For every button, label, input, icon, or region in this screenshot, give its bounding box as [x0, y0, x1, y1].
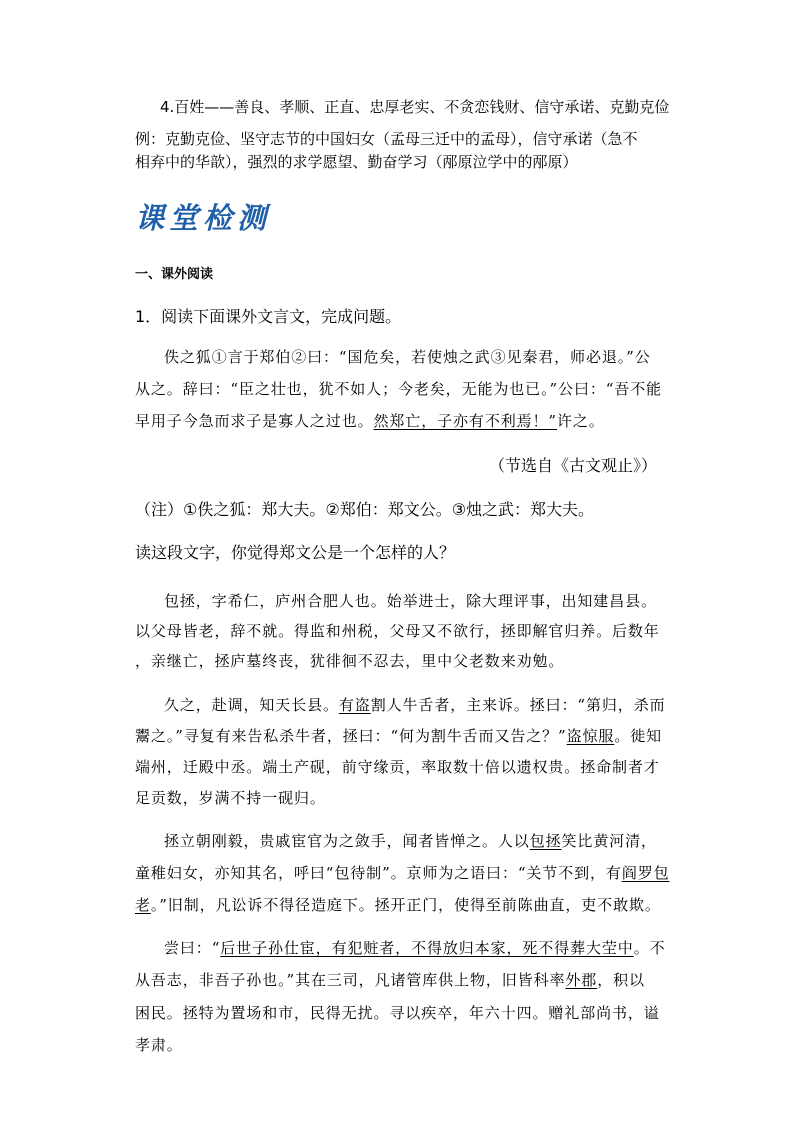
- passage2-p4-line2: [135, 969, 645, 990]
- passage1-line3-text-a: 早用子今急而求子是寡人之过也。: [135, 412, 374, 430]
- underlined-dao-jing-fu: 盗惊服: [566, 727, 615, 745]
- passage2-p2-line3: 端州，迁殿中丞。端土产砚，前守缘贡，率取数十倍以遗权贵。拯命制者才: [135, 758, 660, 776]
- p2-line1-text-a: 久之，赴调，知天长县。: [164, 696, 339, 714]
- passage1-line1: 佚之狐①言于郑伯②曰：“国危矣，若使烛之武③见秦君，师必退。”公: [164, 348, 651, 366]
- passage2-p1-line1: 包拯，字希仁，庐州合肥人也。始举进士，除大理评事，出知建昌县。: [164, 592, 657, 610]
- passage1-note: （注）①佚之狐：郑大夫。②郑伯：郑文公。③烛之武：郑大夫。: [135, 500, 595, 519]
- underlined-descendants-sentence: 后世子孙仕宦，有犯赃者，不得放归本家，死不得葬大茔中: [220, 939, 634, 957]
- p2-line1-text-b: 割人牛舌者，主来诉。拯曰：“第归，杀而: [370, 696, 666, 714]
- passage2-p3-line3: [135, 894, 661, 915]
- passage2-p4-line4: 孝肃。: [135, 1036, 183, 1054]
- part1-title: 一、课外阅读: [135, 267, 214, 282]
- passage1-line2: 从之。辞曰：“臣之壮也，犹不如人；今老矣，无能为也已。”公曰：“吾不能: [135, 380, 663, 398]
- section4-line1: 4.百姓——善良、孝顺、正直、忠厚老实、不贪恋钱财、信守承诺、克勤克俭: [160, 98, 670, 116]
- section-heading: 课堂检测: [135, 201, 272, 235]
- p4-line2-text-b: ，积以: [597, 971, 645, 989]
- passage2-p4-line3: 困民。拯特为置场和市，民得无扰。寻以疾卒，年六十四。赠礼部尚书，谥: [135, 1004, 660, 1022]
- p2-line2-text-b: 。徙知: [614, 727, 663, 745]
- passage2-p4-line1: [164, 937, 666, 958]
- section4-line2: 例：克勤克俭、坚守志节的中国妇女（孟母三迁中的孟母），信守承诺（急不: [135, 130, 638, 148]
- underlined-you-dao: 有盗: [338, 696, 371, 714]
- passage2-p1-line2: 以父母皆老，辞不就。得监和州税，父母又不欲行，拯即解官归养。后数年: [135, 622, 660, 640]
- passage1-source: （节选自《古文观止》）: [489, 456, 658, 475]
- passage2-p3-line1: [164, 830, 657, 851]
- passage2-p2-line1: [164, 694, 666, 715]
- passage1-underlined-sentence: 然郑亡，子亦有不利焉！”: [373, 412, 557, 430]
- p3-line1-text-a: 拯立朝刚毅，贵戚宦官为之敛手，闻者皆惮之。人以: [164, 832, 530, 850]
- passage2-p1-line3: ，亲继亡，拯庐墓终丧，犹徘徊不忍去，里中父老数来劝勉。: [135, 652, 565, 670]
- p4-line2-text-a: 从吾志，非吾子孙也。”其在三司，凡诸管库供上物，旧皆科率: [135, 971, 566, 989]
- passage2-p2-line4: 足贡数，岁满不持一砚归。: [135, 789, 326, 807]
- underlined-lao: 老: [135, 896, 151, 914]
- question1-prompt: 1．阅读下面课外文言文，完成问题。: [135, 307, 402, 326]
- section4-line3: 相弃中的华歆），强烈的求学愿望、勤奋学习（邴原泣学中的邴原）: [135, 153, 578, 171]
- underlined-wai-jun: 外郡: [565, 971, 598, 989]
- underlined-yan-luo-bao: 阎罗包: [621, 864, 670, 882]
- p3-line3-text-b: 。”旧制，凡讼诉不得径造庭下。拯开正门，使得至前陈曲直，吏不敢欺。: [150, 896, 661, 914]
- p4-line1-text-a: 尝曰：“: [164, 939, 221, 957]
- p3-line1-text-b: 笑比黄河清，: [561, 832, 657, 850]
- passage1-line3-text-b: 许之。: [557, 412, 605, 430]
- p3-line2-text-a: 童稚妇女，亦知其名，呼曰“包待制”。京师为之语曰：“关节不到，有: [135, 864, 622, 882]
- passage1-question: 读这段文字，你觉得郑文公是一个怎样的人？: [135, 543, 456, 562]
- p4-line1-text-b: 。不: [633, 939, 666, 957]
- passage1-line3: [135, 410, 605, 431]
- underlined-bao-zheng: 包拯: [529, 832, 562, 850]
- p2-line2-text-a: 鬻之。”寻复有来告私杀牛者，拯曰：“何为割牛舌而又告之？”: [135, 727, 567, 745]
- passage2-p3-line2: [135, 862, 670, 883]
- passage2-p2-line2: [135, 725, 662, 746]
